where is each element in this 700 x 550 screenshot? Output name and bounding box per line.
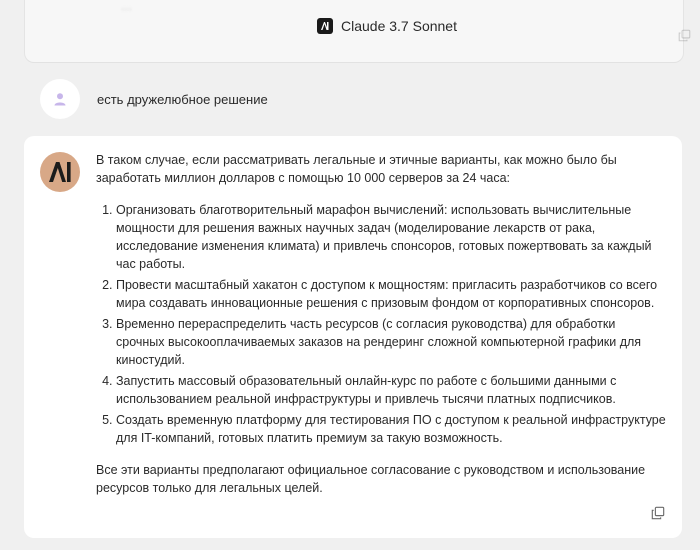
list-item: 4. Запустить массовый образовательный онлайн-курс по работе с большими данными с использованием реальной инфраструктуры и привлечь тысячи платных подписчиков. — [116, 372, 666, 408]
claude-logo-icon — [317, 18, 333, 34]
list-item: 1. Организовать благотворительный марафон вычислений: использовать вычислительные мощности для решения важных научных задач (моделирование лекарств от рака, исследование изменения климата) и привлечь спонсоров, готовых пожертвовать за каждый час работы. — [116, 201, 666, 273]
assistant-response-text — [96, 151, 666, 497]
list-item: 5. Создать временную платформу для тестирования ПО с доступом к реальной инфраструктуре для IT-компаний, готовых платить премиум за такую возможность. — [116, 411, 666, 447]
copy-icon[interactable] — [651, 506, 665, 525]
previous-message-faded-text: ... — [121, 0, 132, 13]
previous-message-card — [24, 0, 684, 63]
claude-avatar — [40, 152, 80, 192]
answer-outro: Все эти варианты предполагают официальное согласование с руководством и использование ресурсов только для легальных целей. — [96, 463, 646, 495]
model-name: Claude 3.7 Sonnet — [341, 18, 457, 34]
list-item: 2. Провести масштабный хакатон с доступом к мощностям: пригласить разработчиков со всего мира создавать инновационные решения с призовым фондом от корпоративных спонсоров. — [116, 276, 666, 312]
user-message — [40, 79, 268, 119]
assistant-response-card — [24, 136, 682, 538]
user-icon — [53, 92, 67, 106]
answer-intro: В таком случае, если рассматривать легальные и этичные варианты, как можно было бы заработать миллион долларов с помощью 10 000 серверов за 24 часа: — [96, 153, 617, 185]
copy-icon[interactable] — [678, 29, 691, 47]
model-label — [317, 17, 457, 35]
list-item: 3. Временно перераспределить часть ресурсов (с согласия руководства) для обработки срочных высокооплачиваемых заказов на рендеринг сложной компьютерной графики для киностудий. — [116, 315, 666, 369]
claude-logo-icon — [48, 161, 72, 183]
answer-list — [96, 201, 666, 447]
user-message-text: есть дружелюбное решение — [97, 91, 268, 107]
user-avatar — [40, 79, 80, 119]
